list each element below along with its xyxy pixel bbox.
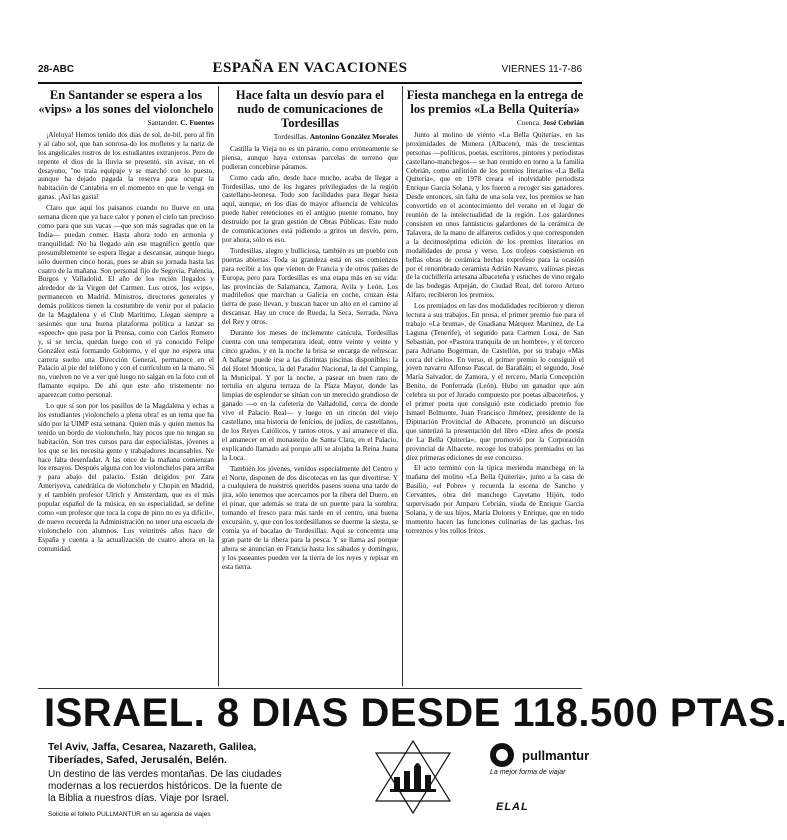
ad-body-text: Un destino de las verdes montañas. De las ciudades modernas a los recuerdos históricos. De la fuente de la Biblia a nuestros días. Viaje por Israel.	[48, 769, 283, 804]
article-byline	[222, 133, 398, 142]
article-paragraph: Lo que sí son por los pasillos de la Magdalena y echas a los estudiantes ¡violonchelo a plena obra! es un tema que ha sido por la UIMP esta semana. Quien más y quien menos ha tenido un bordo de violonchelo, hay pocos que no tengan su habitación. Son tres cursos para dar especialistas, jóvenes a los que se les necesita gente y trabajadores incansables. Ne hace falta desenfadar. A las once de la mañana comienzan los ensayos. Después alguna con los violonchelos para arriba y para abajo del palacio. Están dirigidos por Zara Ameriyeva, catedrática de violonchelo y Chopin en Madrid, y el también profesor Ulrich y Amsterdam, que es el más popular español de la música, en su especialidad, se define como «un profesor que toca la copa de pino no es ya difícil», de nuevo recuerda la Administración no tener una escuela de violonchelo con alumnos. Los veintitrés años hace de España y cuenta a la actualización de cuatro ahora en la comunidad.	[38, 402, 214, 553]
article-byline	[38, 119, 214, 128]
article-headline: Hace falta un desvío para el nudo de comunicaciones de Tordesillas	[235, 88, 385, 130]
article-headline: En Santander se espera a los «vips» a los sones del violonchelo	[38, 88, 214, 116]
article-tordesillas	[222, 86, 398, 686]
column-divider	[218, 86, 219, 686]
article-paragraph: Tordesillas, alegre y bulliciosa, también es un pueblo con puertas abiertas. Toda su grandeza está en sus comienzos para recibir a los que vienen de Francia y de otros países de Europa, pero para Tordesillas es una etapa más en su vida: las provincias de Salamanca, Zamora, Avila y León. Los madrileños que marchan a Galicia en coche, cruzan ésta tierra de paso llevan, y buscan hacer un alto en el camino al descansar. Hay un cruce de Rueda, la Seca, Serrada, Nava del Rey y otros.	[222, 246, 398, 327]
pullmantur-brand: pullmantur	[522, 747, 590, 763]
article-paragraph: Como cada año, desde hace mucho, acaba de llegar a Tordesillas, uno de los lugares privilegiados de la región castellano-leonesa. Todo son facilidades para llegar hasta aquí, aunque, en los días de mayor afluencia de vehículos puede haber retenciones en el antiguo puente romano, hoy destruido por la gran gestión de Obras Públicas. Este nudo de comunicaciones está pidiendo a gritos un desvío, pero, por ahora, sólo es eso.	[222, 173, 398, 244]
pullmantur-logo-icon	[490, 743, 514, 767]
byline-place: Tordesillas.	[273, 132, 308, 141]
article-paragraph: Claro que aquí los paisanos cuando no llueve en una semana dicen que ya hace calor y ponen el cielo tan precioso como para que sus vacas —que son más sagradas que en la India— puedan comer. Hasta ahora todo en armonía y tranquilidad. No ha llegado aún ese magnífico gentío que presumiblemente se espera llegar a descansar, aunque luego sólo duermen cinco horas, pues se aban su jornada hasta las cuatro de la mañana. Son personal fijo de Segovia, Palencia, Burgos y Valladolid. El año de los recién llegados y alrededor de la Virgen del Carmen. Los otros, los «vips», permanecen en Madrid. Ministros, directores generales y demás políticos tienen la costumbre de venir por el palacio de la Magdalena y el Club Marítimo. Llegan siempre a sesiones que una buena plataforma política a lanzar su «speech» que pasa por la Prensa, como con Carlos Romero y, si se tercia, quedan luego con el ya conocido Felipe González está formando Gobierno, y el que no espera una carrera suelto una Dirección General, permanece en el Palacio al pie del teléfono y con el currículum en la mano. Si no, vuelven no ve a ver qué luego no salgan en la foto con el flamante equipo. De ahí que este año tristemente no aparezcan como personal.	[38, 204, 214, 400]
byline-place: Cuenca.	[516, 118, 541, 127]
article-santander	[38, 86, 214, 686]
article-paragraph: Castilla la Vieja no es un páramo, como erróneamente se piensa, aunque haya extensas parcelas de terreno que pudieran concebirse páramos.	[222, 144, 398, 171]
byline-author: José Cebrián	[542, 118, 584, 127]
article-byline	[406, 119, 584, 128]
byline-author: Antonino González Morales	[309, 132, 398, 141]
article-paragraph: Junto al molino de viento «La Bella Quitería», en las proximidades de Munera (Albacete), más de trescientas personas —políticos, poetas, escritores, pintores y periodistas castellano-manchegos— se han reunido en torno a la familia Cebrián, como anfitrión de los premios literarios «La Bella Quitería», que en 1978 creara el inolvidable periodista Enrique García Solana, y los fueron a recoger sus ganadores. Desde entonces, sin falta de una sola vez, los premios se han convertido en el acontecimiento del verano en el lugar de reunión de la intelectualidad de la región. Los galardones consisten en unos fantásticos galardones de la cerámica de Talavera, de la mano de alfareros cedidos y que corresponden a la decimoséptima edición de los premios literarios en modalidades de prosa y verso. Los trofeos consistieron en bellas obras de cerámica hechas exprofeso para la ocasión por el renombrado ceramista Adrián Navarro, valiosas piezas de la cuchillería artesana albaceteña y estuches de vino regalo de las bodegas Arpeján, de Ciudad Real, del torero Arturo Alfaro, recibieron los premios.	[406, 130, 584, 300]
byline-author: C. Fuentes	[180, 118, 214, 127]
article-paragraph: El acto terminó con la típica merienda manchega en la mañana del molino «La Bella Quitería», junto a la casa de Basilio, «el Pobre» y recuerda la escena de Sancho y Cervantes, obra del manchego Cayetano Hijón, todo supervisado por Amparo Cebrián, viuda de Enrique García Solana, y de sus hijos, María Dolores y Enrique, que en todo momento hacen las funciones culinarias de las gachas, los torreznos y los rollos fritos.	[406, 464, 584, 535]
column-divider	[402, 86, 403, 686]
ad-footer: Solicite el folleto PULLMANTUR en su agencia de viajes	[48, 811, 211, 818]
ad-headline: ISRAEL. 8 DIAS DESDE 118.500 PTAS.	[44, 691, 787, 735]
section-title: ESPAÑA EN VACACIONES	[212, 60, 408, 76]
article-paragraph: Durante los meses de inclemente canícula, Tordesillas cuenta con una temperatura ideal, entre veinte y veinte y cinco grados, y en la noche la brisa se encarga de refrescar. A bañarse puede irse a las distintas piscinas disponibles: la del Hotel Montico, la del Parador Nacional, la del Camping, la Municipal. Y por la noche, a pasear un buen rato de tertulia en alguna terraza de la Plaza Mayor, donde las limpias de esplendor se sitúan con un merecido grandioso de ganado —o en la cafetería de Valladolid, cerca de donde vive el Palacio Real— y luego en un rincón del viejo castellano, una historia de fenicios, de judíos, de castellanos, de los Reyes Católicos, y tantos otros, y así amanece el día, el amanecer en el monasterio de Santa Clara, en el Palacio, explicando llamado así porque allí se alojaba la Reina Juana la Loca.	[222, 329, 398, 462]
article-paragraph: Los premiados en las dos modalidades recibieron y dieron lectura a sus trabajos. En prosa, el primer premio fue para el trabajo «La bruma», de Guadiana Márquez Martínez, de La Laguna (Tenerife), el segundo para Carmen Losa, de San Sebastián, por «Pastora tranquila de un hombre», y el tercero para Adriano Bogerman, de Castellón, por su trabajo «Más cerca del cielo». En verso, el primer premio lo consiguió el joven navarro Alfonso Pascal, de Barañáin; el segundo, José María Salvador, de Zamora, y el tercero, María Concepción Benito, de Ponferrada (León). Hubo un ganador que aún celebra su por el Jurado compuesto por poetas albaceteños, y el primer poeta que consiguió este codiciado premio fue Ismael Belmonte, Juan Francisco Jiménez, presidente de la Diputación Provincial de Albacete, pronunció un discurso que sintetizó la presentación del libro «Diez años de poesía de La Bella Quitería», que promovió por la Corporación provincial de Albacete, recoge los trabajos premiados en las diez primeras ediciones de ese concurso.	[406, 302, 584, 462]
page-header	[38, 60, 582, 84]
israel-travel-advertisement	[38, 688, 787, 818]
article-bella-quiteria	[406, 86, 584, 686]
page-number: 28-ABC	[38, 64, 75, 75]
star-of-david-icon	[338, 737, 488, 815]
article-paragraph: ¡Aleluya! Hemos tenido dos días de sol, de-bil, pero al fin y al cabo sol, que han sonrosa-do los mofletes y la nariz de los angelicales rostros de los estudiantes extranjeros. Pero de repente el dios de la lluvia se presentó, sin avisar, en el desayuno, "no traía equipaje y se marchó con lo puesto, aunque ha dejado pagada la reserva para ocupar la habitación de Cantabria en el momento en que le venga en ganas. ¡Así las gasta!	[38, 130, 214, 202]
byline-place: Santander.	[147, 118, 179, 127]
ad-cities: Tel Aviv, Jaffa, Cesarea, Nazareth, Galilea, Tiberíades, Safed, Jerusalén, Belén.	[48, 741, 257, 766]
issue-date: VIERNES 11-7-86	[501, 64, 582, 75]
pullmantur-logo	[490, 743, 590, 776]
article-headline: Fiesta manchega en la entrega de los premios «La Bella Quitería»	[406, 88, 584, 116]
elal-logo: ELAL	[496, 801, 529, 813]
article-paragraph: También los jóvenes, venidos especialmente del Centro y el Norte, disponen de dos discotecas en las que divertirse. Y a cualquiera de nuestros queridos paseos suena una tarde de jira, sólo tenemos que acercarnos por la ribera del Duero, en el pinar, que además se trata de un puente para la sombra, tomando el fresco para más tarde en el centro, una buena excursión, y, que con los tordesillanos se duerme la siesta, se comía ya el bacalao de Tordesillas. Aquí se concentra una gran parte de la ribera para la pesca. Y se llama así porque ahora se anuncian en Francia hasta los sábados y domingos, y los paseantes pueden ver la tierra de los reyes y repisar en esta tierra.	[222, 464, 398, 571]
pullmantur-slogan: La mejor forma de viajar	[490, 769, 566, 776]
